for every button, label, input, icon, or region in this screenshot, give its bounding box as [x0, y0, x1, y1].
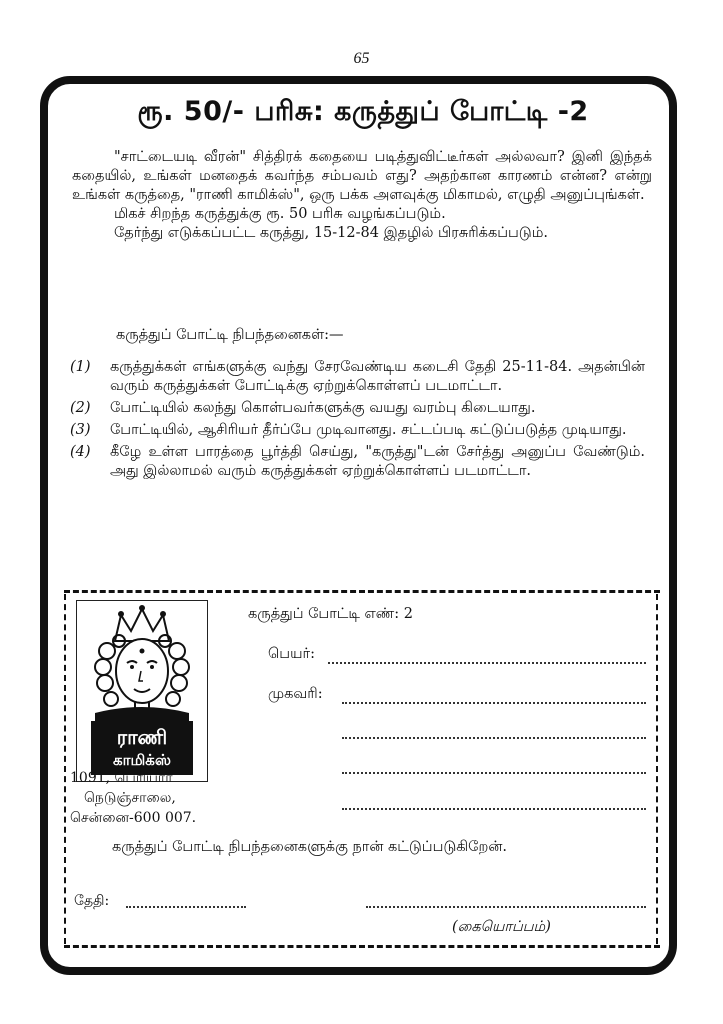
rule-text: கீழே உள்ள பாரத்தை பூர்த்தி செய்து, "கருத்து"டன் சேர்த்து அனுப்ப வேண்டும். அது இல்லாமல் வரும் கருத்துக்கள் ஏற்றுக்கொள்ளப் படமாட்டா.: [110, 444, 645, 479]
publish-paragraph: தேர்ந்து எடுக்கப்பட்ட கருத்து, 15-12-84 இதழில் பிரசுரிக்கப்படும்.: [114, 225, 549, 241]
consent-text: கருத்துப் போட்டி நிபந்தனைகளுக்கு நான் கட்டுப்படுகிறேன்.: [112, 839, 508, 855]
rule-text: போட்டியில் கலந்து கொள்பவர்களுக்கு வயது வரம்பு கிடையாது.: [110, 400, 536, 416]
name-label: பெயர்:: [268, 646, 315, 662]
address-field-line4[interactable]: [342, 808, 646, 810]
coupon-cut-line-bottom: [64, 945, 660, 948]
intro-paragraph: "சாட்டையடி வீரன்" சித்திரக் கதையை படித்துவிட்டீர்கள் அல்லவா? இனி இந்தக் கதையில், உங்கள் மனதைக் கவர்ந்த சம்பவம் எது? அதற்கான காரணம் என்ன? என்று உங்கள் கருத்தை, "ராணி காமிக்ஸ்", ஒரு பக்க அளவுக்கு மிகாமல், எழுதி அனுப்புங்கள்.: [72, 149, 652, 203]
page-number: 65: [353, 50, 370, 67]
rule-text: போட்டியில், ஆசிரியர் தீர்ப்பே முடிவானது. சட்டப்படி கட்டுப்படுத்த முடியாது.: [110, 422, 627, 438]
rule-number: (2): [70, 400, 91, 416]
signature-label: (கையொப்பம்): [452, 919, 551, 935]
coupon-cut-line-left: [64, 594, 66, 944]
address-line: சென்னை-600 007.: [70, 810, 197, 826]
rule-text: கருத்துக்கள் எங்களுக்கு வந்து சேரவேண்டிய கடைசி தேதி 25-11-84. அதன்பின் வரும் கருத்துக்கள் போட்டிக்கு ஏற்றுக்கொள்ளப் படமாட்டா.: [110, 359, 645, 394]
intro-text: [72, 148, 652, 243]
logo-brand-line2: காமிக்ஸ்: [113, 751, 171, 769]
address-label: முகவரி:: [268, 686, 323, 702]
rani-comics-logo: [76, 600, 208, 782]
rules-list: [70, 358, 645, 484]
rule-number: (4): [70, 444, 91, 460]
consent-statement: [70, 838, 645, 856]
date-field[interactable]: [126, 906, 246, 908]
address-line: 1091, பெரியார்: [70, 770, 173, 786]
coupon-cut-line-top: [64, 590, 660, 593]
contest-number: கருத்துப் போட்டி எண்: 2: [248, 606, 413, 622]
publisher-address: [70, 768, 196, 828]
rule-item: [70, 358, 645, 396]
contest-title: ரூ. 50/- பரிசு: கருத்துப் போட்டி -2: [137, 96, 589, 127]
rule-item: [70, 421, 645, 440]
rule-item: [70, 443, 645, 481]
prize-paragraph: மிகச் சிறந்த கருத்துக்கு ரூ. 50 பரிசு வழங்கப்படும்.: [114, 206, 446, 222]
address-field-line2[interactable]: [342, 737, 646, 739]
name-field[interactable]: [328, 662, 646, 664]
address-line: நெடுஞ்சாலை,: [84, 790, 176, 806]
rules-heading: கருத்துப் போட்டி நிபந்தனைகள்:—: [116, 327, 344, 343]
address-field-line1[interactable]: [342, 702, 646, 704]
rule-item: [70, 399, 645, 418]
coupon-cut-line-right: [656, 594, 658, 944]
address-field-line3[interactable]: [342, 772, 646, 774]
rule-number: (3): [70, 422, 91, 438]
signature-field[interactable]: [366, 906, 646, 908]
logo-brand-line1: ராணி: [116, 725, 168, 749]
date-label: தேதி:: [74, 893, 110, 909]
rule-number: (1): [70, 359, 91, 375]
